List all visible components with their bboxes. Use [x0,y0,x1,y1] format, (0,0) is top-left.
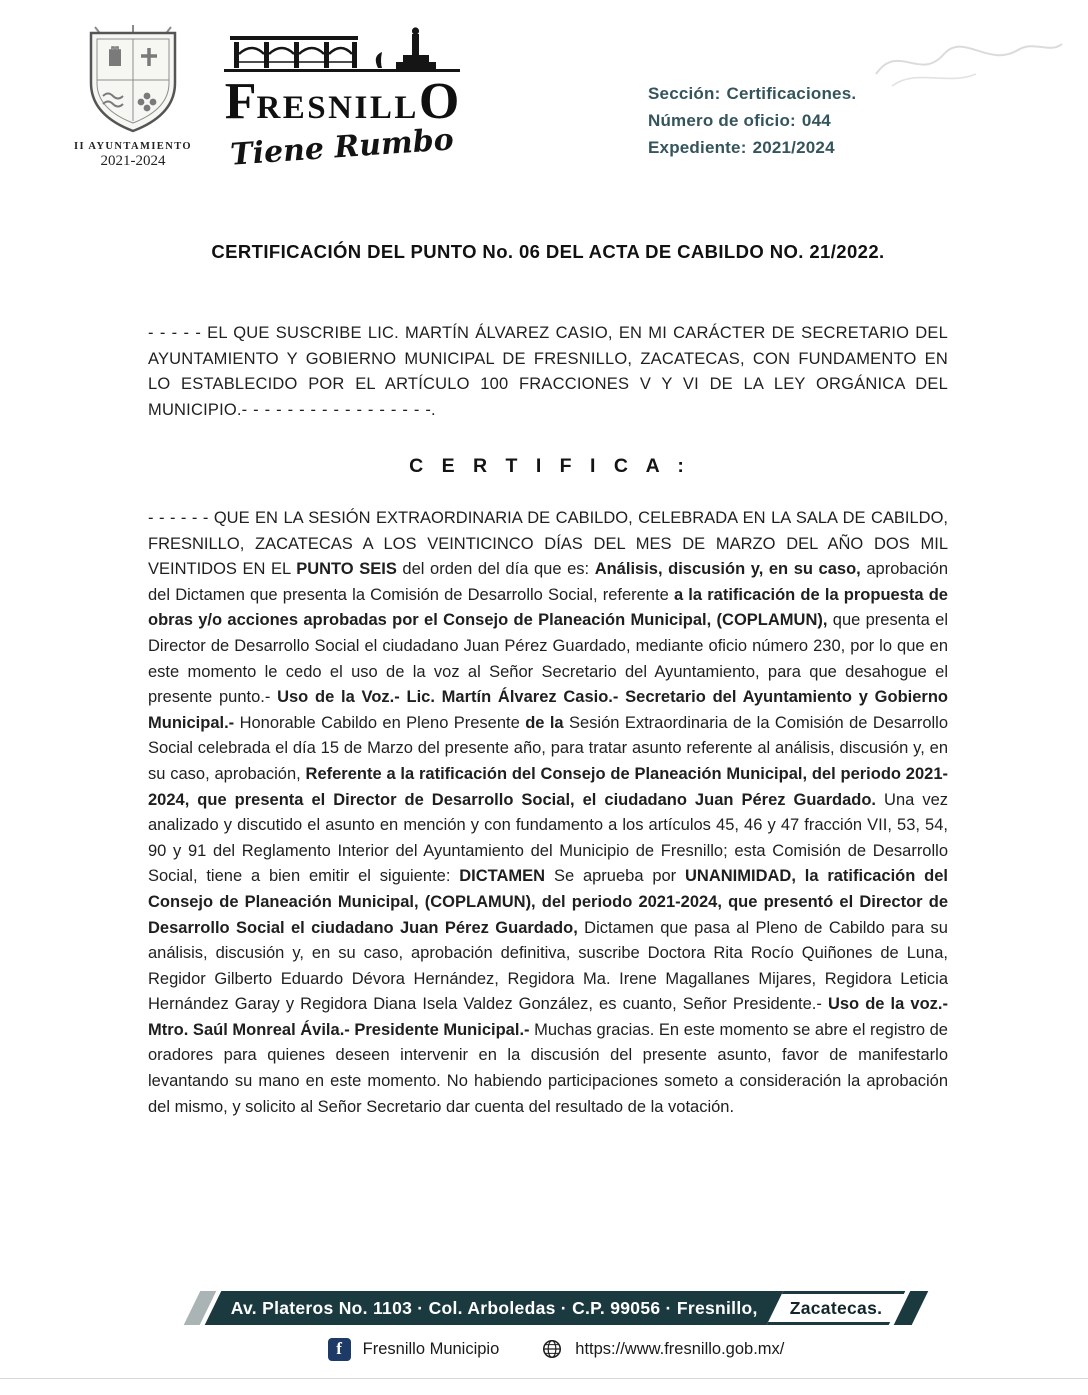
handwritten-mark [868,28,1068,96]
facebook-icon-glyph: f [336,1339,342,1358]
fresnillo-logo [204,24,480,173]
globe-icon [541,1338,563,1360]
opening-paragraph: - - - - - EL QUE SUSCRIBE LIC. MARTÍN ÁLVAREZ CASIO, EN MI CARÁCTER DE SECRETARIO DEL AYUNTAMIENTO Y GOBIERNO MUNICIPAL DE FRESNILLO, ZACATECAS, CON FUNDAMENTO EN LO ESTABLECIDO POR EL ARTÍCULO 100 FRACCIONES V Y VI DE LA LEY ORGÁNICA DEL MUNICIPIO.- - - - - - - - - - - - - - - - -. [148,324,948,419]
website-url: https://www.fresnillo.gob.mx/ [575,1339,785,1358]
municipal-crest [56,22,210,170]
document-meta [648,84,856,165]
meta-section-value: Certificaciones. [726,84,857,103]
crest-caption: II AYUNTAMIENTO [74,141,192,152]
logo-tagline: Tiene Rumbo [229,122,455,173]
meta-expediente-value: 2021/2024 [752,138,835,157]
bottom-divider [0,1378,1088,1379]
arches-monument-icon [220,24,464,74]
address-bar-main [205,1291,784,1325]
document-title: CERTIFICACIÓN DEL PUNTO No. 06 DEL ACTA DE CABILDO NO. 21/2022. [211,241,885,262]
meta-oficio-label: Número de oficio: [648,111,796,130]
wordmark-last-letter: O [418,73,460,130]
meta-expediente [648,138,856,158]
certifica-heading: C E R T I F I C A : [409,455,687,477]
wordmark-first-letter: F [224,73,257,130]
meta-expediente-label: Expediente: [648,138,747,157]
meta-section-label: Sección: [648,84,721,103]
crest-period: 2021-2024 [100,153,166,169]
wordmark-middle: RESNILL [256,90,419,126]
facebook-page-name: Fresnillo Municipio [362,1339,500,1358]
facebook-icon [328,1338,351,1361]
document-header [0,0,1088,205]
address-text: Av. Plateros No. 1103 · Col. Arboledas · C.P. 99056 · Fresnillo, [230,1297,758,1318]
meta-section [648,84,856,104]
document-body [0,241,1088,1120]
footer-social-row [192,1334,920,1364]
address-tail-text: Zacatecas. [789,1297,883,1318]
meta-oficio [648,111,856,131]
certification-paragraph: - - - - - - QUE EN LA SESIÓN EXTRAORDINARIA DE CABILDO, CELEBRADA EN LA SALA DE CABILDO, FRESNILLO, ZACATECAS A LOS VEINTICINCO DÍAS DEL MES DE MARZO DEL AÑO DOS MIL VEINTIDOS EN EL PUNTO SEIS del orden del día que es: Análisis, discusión y, en su caso, aprobación del Dictamen que presenta la Comisión de Desarrollo Social, referente a la ratificación de la propuesta de obras y/o acciones aprobadas por el Consejo de Planeación Municipal, (COPLAMUN), que presenta el Director de Desarrollo Social el ciudadano Juan Pérez Guardado, mediante oficio número 230, por lo que en este momento le cedo el uso de la voz al Señor Secretario del Ayuntamiento, para que desahogue el presente punto.- Uso de la Voz.- Lic. Martín Álvarez Casio.- Secretario del Ayuntamiento y Gobierno Municipal.- Honorable Cabildo en Pleno Presente de la Sesión Extraordinaria de la Comisión de Desarrollo Social celebrada el día 15 de Marzo del presente año, para tratar asunto referente al análisis, discusión y, en su caso, aprobación, Referente a la ratificación del Consejo de Planeación Municipal, del periodo 2021-2024, que presenta el Director de Desarrollo Social, el ciudadano Juan Pérez Guardado. Una vez analizado y discutido el asunto en mención y con fundamento a los artículos 45, 46 y 47 fracción VII, 53, 54, 90 y 91 del Reglamento Interior del Ayuntamiento del Municipio de Fresnillo; esta Comisión de Desarrollo Social, tiene a bien emitir el siguiente: DICTAMEN Se aprueba por UNANIMIDAD, la ratificación del Consejo de Planeación Municipal, (COPLAMUN), del periodo 2021-2024, que presentó el Director de Desarrollo Social el ciudadano Juan Pérez Guardado, Dictamen que pasa al Pleno de Cabildo para su análisis, discusión y, en su caso, aprobación definitiva, suscribe Doctora Rita Rocío Quiñones de Luna, Regidor Gilberto Eduardo Dévora Hernández, Regidora Ma. Irene Magallanes Mijares, Regidora Leticia Hernández Garay y Regidora Diana Isela Valdez González, es cuanto, Señor Presidente.- Uso de la voz.- Mtro. Saúl Monreal Ávila.- Presidente Municipal.- Muchas gracias. En este momento se abre el registro de oradores para quienes deseen intervenir en la discusión del presente asunto, favor de manifestarlo levantando su mano en este momento. No habiendo participaciones someto a consideración la aprobación del mismo, y solicito al Señor Secretario dar cuenta del resultado de la votación. [148,509,949,1116]
address-bar-tail [767,1291,906,1325]
logo-wordmark [204,73,480,130]
address-bar [192,1291,920,1325]
meta-oficio-value: 044 [801,111,831,130]
crest-shield-icon [81,22,185,138]
